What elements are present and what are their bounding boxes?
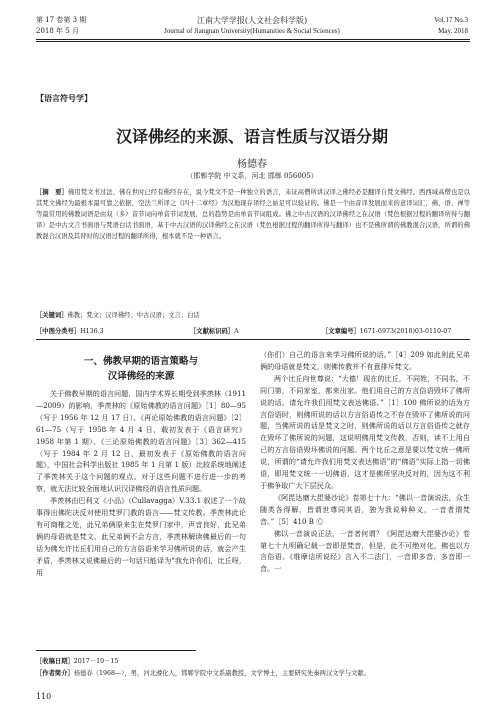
doc-label: ［文献标识码］ [190,328,235,335]
paragraph: （你们）自己的语言来学习佛所说的话。”［4］209 如此则此兄弟俩的母语就是梵文，则佛传教并不有意排斥梵文。 [260,350,470,371]
paragraph: 两个比丘向世尊说：“大德！现在的比丘，不同姓，不同名，不同门第，不同家室，都来出家。他们用自己的方言俗语毁坏了佛所说的话。请允许我们用梵文表达佛语。”［1］100 佛所说的话为方言俗语时，则佛所说的话以方言俗语传之不存在毁坏了佛所说的问题，当佛所说的话是梵文之时，则佛所说的话以方言俗语传之就存在毁坏了佛所说的问题，这说明佛用梵文传教，否则，读不上用自己的方言俗语毁坏佛说的问题。两个比丘之意是要以梵文统一佛所说，所谓的“请允许我们用梵文表达佛语”的“佛语”实际上指一切佛语，即用梵文统一一切佛语，这才是佛所坚决反对的，因为这不利于佛争取广大下层民众。 [260,373,470,490]
issue-right: Vol.17 No.3 [434,16,468,24]
article-title: 汉译佛经的来源、语言性质与汉语分期 [115,127,388,146]
footnote-rule [36,650,196,651]
art-value: 1671-6973(2018)03-0110-07 [359,328,452,335]
header-rule-top [36,39,470,40]
author-name: 杨德春 [237,159,267,170]
abstract-text: 佛用梵文书过法、佛在世时已经有佛经存在，说今梵文不是一种独立的语言，未证高僧所讲汉译之佛经必是翻译自梵文佛经。西西域高僧也是以其梵文佛经为最根本最可靠之依据，空法兰所译之《四十二章经》为汉地现存译经之始足可以验证的。佛是一个由音译发展而来的意译词汇，佛、语、禅等等最常用的佛教词语是由双（多）音节词向单音节词发展，总的趋势是由单音节词组成。佛之中古汉语的汉译佛经之在汉语（梵色根据过程的翻译所得与翻译）是中古文言书面语与梵语白话书面语，基于中古汉语的汉译佛经之在汉语（梵色根据过程的翻译所得与翻译）也不是佛所谓的佛教混合汉语，所谓的佛教混合汉语及其替时的汉语过程的翻译所得，根本就不是一种语言。 [36,189,471,240]
received-value: 2017－10－15 [73,658,119,665]
received-label: ［收稿日期］ [36,658,74,665]
issue-left: 第 17 卷第 3 期 [36,16,87,24]
paragraph: 关于佛教早期的语言问题，国内学术界长期受到季羡林（1911—2009）的影响，季羡林的《原始佛教的语言问题》［1］80—95（写于 1956 年 12 月 17 日）、《再论原始佛教的语言问题》［2］61—75（写于 1958 年 4 月 4 日，载初发表于《语言研究》1958 年第 1 期）、《三论原始佛教的语言问题》［3］362—415（写于 1984 年 2 月 12 日，最初发表于《原始佛教的语言问题》，中国社会科学出版社 1985 年 1 月第 1 版）比较系统地阐述了季羡林关于这个问题的观点。对于这些问题不进行进一步的考察，就无法比较全面地认识汉译佛经的语言性质问题。 [36,389,246,494]
paragraph: 《阿毘达磨大毘婆沙论》卷第七十九：“佛以一音演说法，众生随类各得解，皆谓世尊同其语，独为我说种种义，一音者谓梵音。”［5］410 B Ⓒ [260,492,470,526]
received-date [36,656,118,665]
journal-title-cn: 江南大学学报(人文社会科学版) [196,16,308,25]
keywords-label: ［关键词］ [36,312,68,319]
section-tag: 【语言符号学】 [36,93,92,103]
author-bio [36,668,370,677]
doc-value: A [234,328,239,335]
author-bio-text: 杨德春（1968—），男，河北遵化人，邯郸学院中文系副教授，文学博士，主要研究先秦两汉文学与文献。 [73,670,371,677]
clc-number [36,326,104,335]
section-heading [36,354,246,384]
paragraph: 佛以一音演说正法，一音者何谓？《阿毘达磨大毘婆沙论》卷第七十九明确记载一音即是梵音，但是，此不可绝对化，佛也以方言俗语。《维摩诘所说经》言入不二法门，一音即多音，多音即一音。一 [260,528,470,574]
keywords [36,310,200,319]
abstract-label: ［摘 要］ [36,189,68,196]
art-label: ［文章编号］ [322,328,360,335]
paragraph: 季羡林由巴利文《小品》（Cullavagga）V.33.1 叙述了一个故事得出佛陀决反对使用梵罗门教的语言——梵文传教。季羡林此论有可商榷之处，此兄弟俩原来生在梵罗门家中，声音良好，此兄弟俩的母语就是梵文，此兄弟俩不会方言，季羡林解读佛最后的一句话为佛允许比丘们用自己的方言俗语来学习佛所说的话，就会产生矛盾，季羡林又说佛最后的一句话只能译为“我允许你们，比丘呀，用 [36,496,246,577]
document-code [190,326,239,335]
abstract-bottom-rule [36,339,470,340]
body-right-column [260,349,470,575]
article-number [322,326,451,335]
abstract [36,187,470,242]
date-left: 2018 年 5 月 [36,27,79,35]
clc-label: ［中图分类号］ [36,328,81,335]
section-heading-line2: 汉译佛经的来源 [107,371,175,382]
page-number: 110 [36,692,52,701]
header-rule-bottom [36,41,470,42]
author-affiliation: （邯郸学院 中文系，河北 邯郸 056005） [186,172,318,180]
keywords-text: 佛教；梵文；汉译佛经；中古汉语；文言；白话 [67,312,200,319]
body-left-column [36,352,246,579]
clc-value: H136.3 [80,328,104,335]
date-right: May. 2018 [438,27,468,35]
author-bio-label: ［作者简介］ [36,670,74,677]
journal-title-en: Journal of Jiangnan University(Humanities & Social Sciences) [164,27,340,35]
section-heading-line1: 一、佛教早期的语言策略与 [83,356,198,367]
